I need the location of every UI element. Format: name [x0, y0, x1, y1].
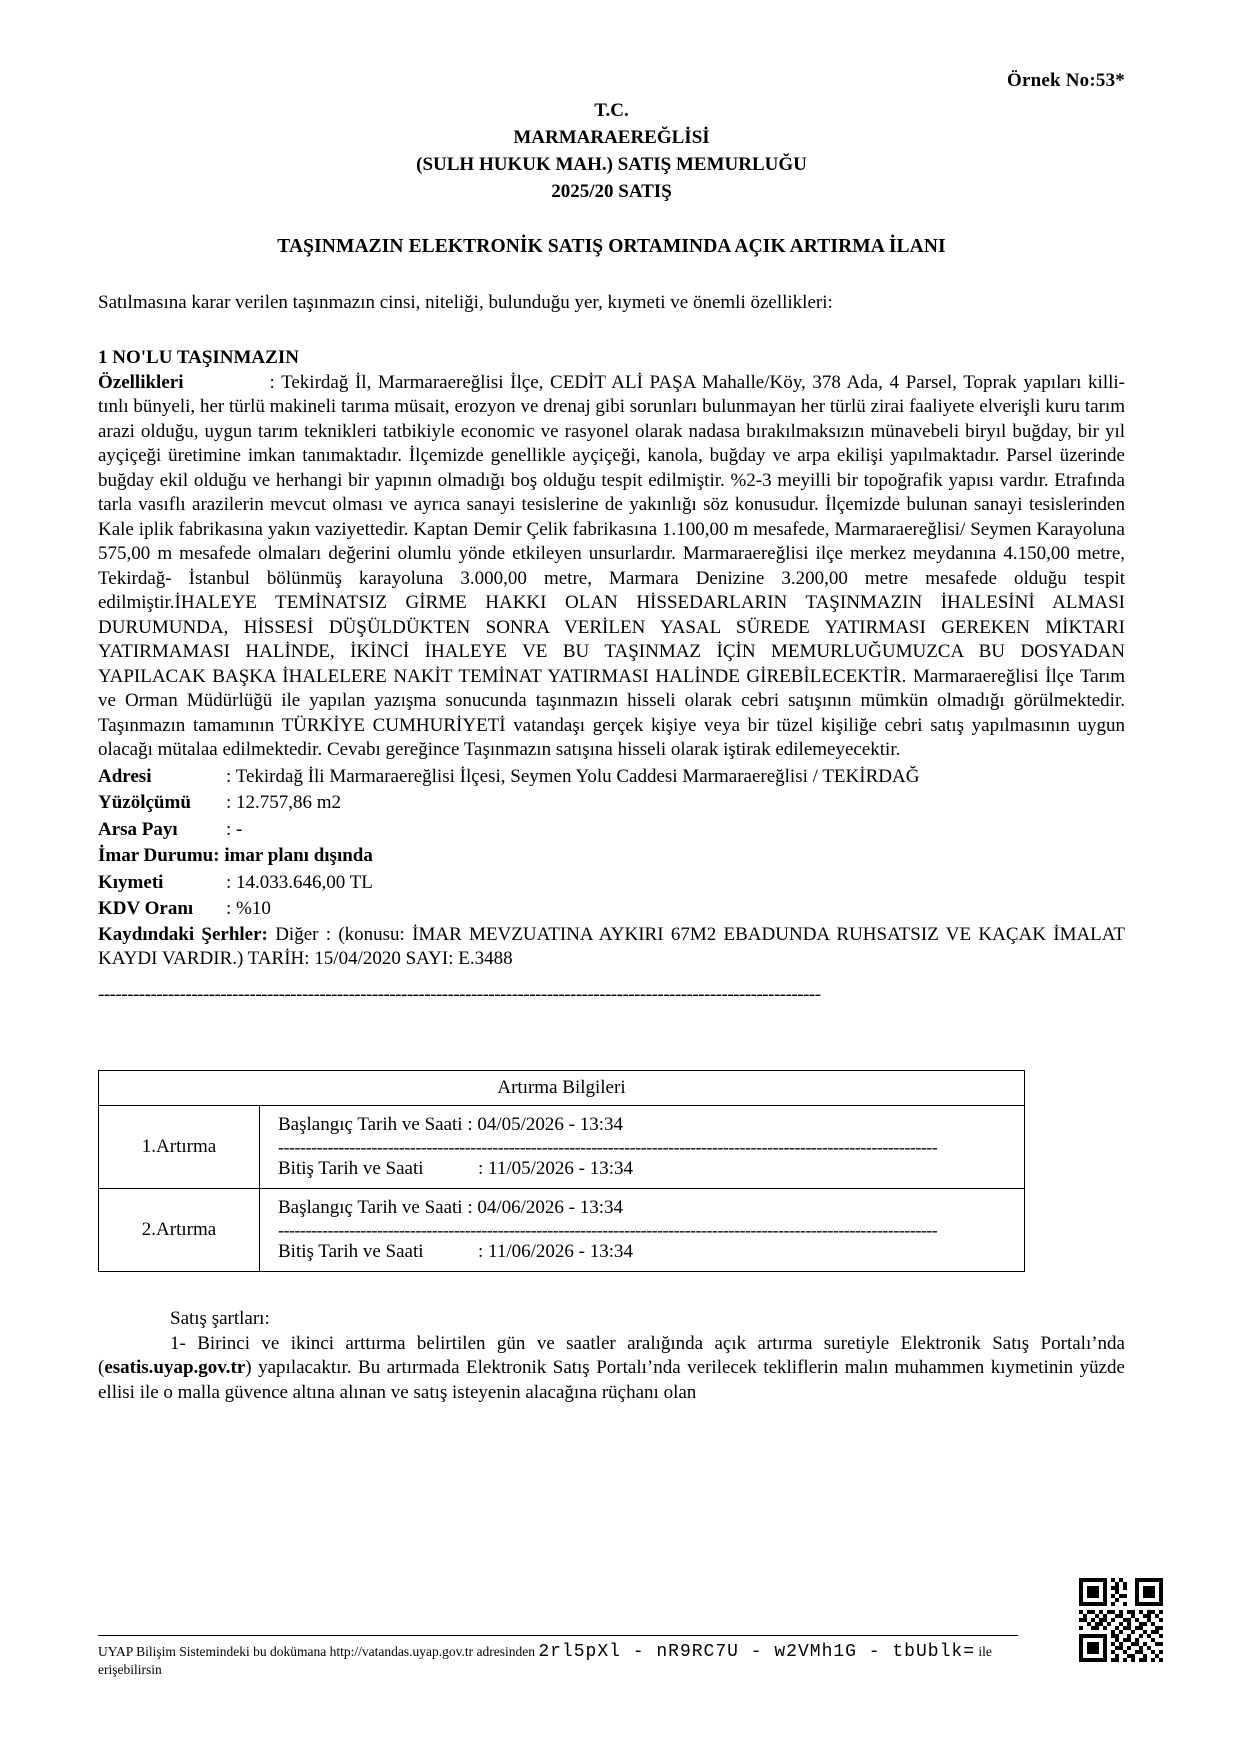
- auction-1-dates: [260, 1105, 1025, 1188]
- condition-item-1: [98, 1332, 1125, 1406]
- field-yuzolcumu-label: Yüzölçümü: [98, 792, 191, 814]
- ozellikleri-label: Özellikleri: [98, 371, 184, 393]
- page-title: TAŞINMAZIN ELEKTRONİK SATIŞ ORTAMINDA AÇIK ARTIRMA İLANI: [277, 235, 946, 257]
- document-content: [98, 70, 1125, 1406]
- esatis-portal-link[interactable]: esatis.uyap.gov.tr: [104, 1357, 246, 1379]
- field-yuzolcumu-value: 12.757,86 m2: [236, 792, 342, 814]
- table-row: [99, 1188, 1025, 1271]
- field-arsa-payi-value: -: [236, 818, 243, 840]
- qr-code: [1079, 1578, 1163, 1662]
- ozellikleri-text: Tekirdağ İl, Marmaraereğlisi İlçe, CEDİT ALİ PAŞA Mahalle/Köy, 378 Ada, 4 Parsel, Toprak yapıları killi- tınlı bünyeli, her türlü makineli tarıma müsait, erozyon ve drenaj gibi sorunları bulunmayan her türlü zirai faaliyete elverişli kuru tarım arazi olduğu, uygun tarım teknikleri tatbikiyle economic ve rasyonel olarak nadasa bırakılmaksızın münavebeli biryıl buğday, bir yıl ayçiçeği üretimine imkan tanımaktadır. İlçemizde genellikle ayçiçeği, kanola, buğday ve arpa ekilişi yapılmaktadır. Parsel üzerinde buğday ekil olduğu ve herhangi bir yapının olmadığı boş olduğu tespit edilmiştir. %2-3 meyilli bir topoğrafik yapısı vardır. Etrafında tarla vasıflı arazilerin mevcut olması ve ayrıca sanayi tesislerine de yakınlığı söz konusudur. İlçemizde bulunan sanayi tesislerinden Kale iplik fabrikasına yakın vaziyettedir. Kaptan Demir Çelik fabrikasına 1.100,00 m mesafede, Marmaraereğlisi/ Seymen Karayoluna 575,00 m mesafede olmaları değerini olumlu yönde etkileyen unsurlardır. Marmaraereğlisi ilçe merkez meydanına 4.150,00 metre, Tekirdağ- İstanbul bölünmüş karayoluna 3.000,00 metre, Marmara Denizine 3.200,00 metre mesafede olduğu tespit edilmiştir.: [98, 371, 1125, 614]
- auction-2-divider: ------------------------------------------------------------------------------------------------------------------------: [278, 1220, 938, 1239]
- field-imar-durumu-text: İmar Durumu: imar planı dışında: [98, 845, 373, 867]
- ozellikleri-caps: İHALEYE TEMİNATSIZ GİRME HAKKI OLAN HİSSEDARLARIN TAŞINMAZIN İHALESİNİ ALMASI DURUMUNDA, HİSSESİ DÜŞÜLDÜKTEN SONRA VERİLEN YASAL SÜREDE YATIRMASI GEREKEN MİKTARI YATIRMAMASI HALİNDE, İKİNCİ İHALEYE VE BU TAŞINMAZ İÇİN MEMURLUĞUMUZCA BU DOSYADAN YAPILACAK BAŞKA İHALELERE NAKİT TEMİNAT YATIRMASI HALİNDE GİREBİLECEKTİR.: [98, 592, 1125, 687]
- property-description: [98, 371, 1125, 763]
- header-line-3: (SULH HUKUK MAH.) SATIŞ MEMURLUĞU: [416, 153, 807, 175]
- field-adresi-label: Adresi: [98, 765, 152, 787]
- auction-2-start-value: 04/06/2026 - 13:34: [477, 1196, 624, 1218]
- field-adresi: [98, 764, 1125, 789]
- footer-divider: [98, 1635, 1018, 1636]
- auction-2-end-value: 11/06/2026 - 13:34: [488, 1240, 633, 1262]
- auction-info-table: [98, 1070, 1025, 1272]
- field-serhler-value: Diğer : (konusu: İMAR MEVZUATINA AYKIRI 67M2 EBADUNDA RUHSATSIZ VE KAÇAK İMALAT KAYDI VARDIR.) TARİH: 15/04/2020 SAYI: E.3488: [98, 923, 1126, 970]
- table-header-row: [99, 1070, 1025, 1105]
- court-header: [98, 98, 1125, 206]
- ozellikleri-tail: Marmaraereğlisi İlçe Tarım ve Orman Müdürlüğü ile yapılan yazışma sonucunda taşınmazın hisseli olarak cebri satışının mümkün olmadığı görülmektedir. Taşınmazın tamamının TÜRKİYE CUMHURİYETİ vatandaşı gerçek kişiye veya bir tüzel kişiliğe cebri satış yapılmasının uygun olacağı mütalaa edilmektedir. Cevabı gereğince Taşınmazın satışına hisseli olarak iştirak edilemeyecektir.: [98, 665, 1125, 761]
- header-line-4: 2025/20 SATIŞ: [551, 180, 672, 202]
- footer-suffix: ile erişebilirsin: [98, 1644, 992, 1677]
- field-yuzolcumu-sep: :: [226, 792, 237, 814]
- auction-1-end: [270, 1156, 1014, 1182]
- field-kiymeti-label: Kıymeti: [98, 871, 164, 893]
- section-title: 1 NO'LU TAŞINMAZIN: [98, 346, 299, 368]
- field-kiymeti-value: 14.033.646,00 TL: [236, 871, 373, 893]
- ozellikleri-separator: :: [269, 371, 282, 393]
- field-kdv-orani-sep: :: [226, 898, 237, 920]
- footer-prefix: UYAP Bilişim Sistemindeki bu dokümana http://vatandas.uyap.gov.tr adresinden: [98, 1644, 539, 1659]
- auction-1-end-sep: :: [478, 1157, 489, 1179]
- auction-2-start-label: Başlangıç Tarih ve Saati :: [278, 1196, 478, 1218]
- field-kdv-orani-label: KDV Oranı: [98, 898, 194, 920]
- auction-2-label: 2.Artırma: [99, 1188, 260, 1271]
- auction-1-label: 1.Artırma: [99, 1105, 260, 1188]
- table-row: [99, 1105, 1025, 1188]
- footer-access-code: 2rl5pXl - nR9RC7U - w2VMh1G - tbUblk=: [538, 1642, 975, 1662]
- header-line-1: T.C.: [594, 100, 629, 121]
- field-adresi-value: Tekirdağ İli Marmaraereğlisi İlçesi, Seymen Yolu Caddesi Marmaraereğlisi / TEKİRDAĞ: [235, 765, 920, 787]
- field-arsa-payi: [98, 817, 1125, 842]
- auction-1-divider: ------------------------------------------------------------------------------------------------------------------------: [278, 1137, 938, 1156]
- field-kiymeti: [98, 870, 1125, 895]
- field-adresi-sep: :: [226, 765, 236, 787]
- auction-2-dates: [260, 1188, 1025, 1271]
- field-kiymeti-sep: :: [226, 871, 237, 893]
- auction-1-start: [270, 1112, 1014, 1138]
- condition-1-post: ) yapılacaktır. Bu artırmada Elektronik Satış Portalı’nda verilecek tekliflerin malın muhammen kıymetinin yüzde ellisi ile o malla güvence altına alınan ve satış isteyenin alacağına rüçhanı olan: [98, 1357, 1125, 1403]
- footer-note: [98, 1642, 1028, 1678]
- condition-1-pre: 1- Birinci ve ikinci arttırma belirtilen gün ve saatler aralığında açık artırma suretiyle Elektronik Satış Portalı’nda (: [98, 1332, 1125, 1379]
- sample-number: Örnek No:53*: [1007, 70, 1125, 91]
- section-separator: ----------------------------------------------------------------------------------------------------------------------------: [98, 983, 821, 1005]
- field-serhler: [98, 923, 1125, 972]
- auction-1-end-value: 11/05/2026 - 13:34: [488, 1157, 633, 1179]
- header-line-2: MARMARAEREĞLİSİ: [513, 126, 710, 148]
- field-yuzolcumu: [98, 790, 1125, 815]
- field-arsa-payi-sep: :: [226, 818, 237, 840]
- auction-1-start-label: Başlangıç Tarih ve Saati :: [278, 1113, 478, 1135]
- auction-2-start: [270, 1195, 1014, 1221]
- field-kdv-orani-value: %10: [236, 898, 271, 920]
- field-kdv-orani: [98, 896, 1125, 921]
- auction-1-end-label: Bitiş Tarih ve Saati: [278, 1157, 424, 1179]
- conditions-title: Satış şartları:: [170, 1307, 270, 1329]
- field-serhler-label: Kaydındaki Şerhler:: [98, 923, 268, 945]
- auction-2-end: [270, 1239, 1014, 1265]
- table-caption: Artırma Bilgileri: [99, 1070, 1025, 1105]
- field-imar-durumu: [98, 843, 1125, 868]
- auction-2-end-label: Bitiş Tarih ve Saati: [278, 1240, 424, 1262]
- auction-1-start-value: 04/05/2026 - 13:34: [477, 1113, 624, 1135]
- auction-2-end-sep: :: [478, 1240, 489, 1262]
- intro-paragraph: Satılmasına karar verilen taşınmazın cinsi, niteliği, bulunduğu yer, kıymeti ve önemli özellikleri:: [98, 291, 833, 313]
- field-arsa-payi-label: Arsa Payı: [98, 818, 178, 840]
